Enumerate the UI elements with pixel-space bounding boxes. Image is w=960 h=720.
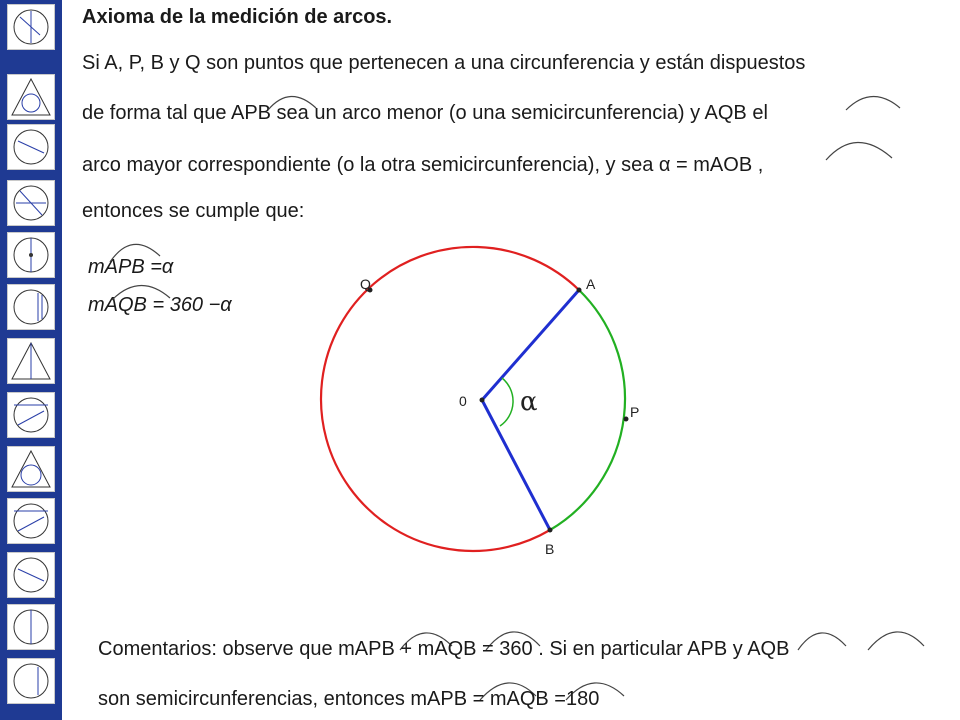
arc-mark-icon [868,632,924,650]
point-a [577,288,582,293]
paragraph-line-4: entonces se cumple que: [82,200,305,222]
label-p: P [630,404,640,420]
triangle-thumb-icon [8,339,54,383]
label-b: B [545,541,555,557]
paragraph-line-2: de forma tal que APB sea un arco menor (o una semicircunferencia) y AQB el [82,102,768,124]
circle-thumb-icon [8,5,54,49]
thumbnail-circle-10[interactable] [7,658,55,704]
circle-diagram [300,240,680,570]
paragraph-line-1: Si A, P, B y Q son puntos que pertenecen a una circunferencia y están dispuestos [82,52,806,74]
thumbnail-circle-5[interactable] [7,284,55,330]
comment-line-1: Comentarios: observe que mAPB + mAQB = 360 . Si en particular APB y AQB [98,638,790,660]
angle-arc [500,378,513,426]
circle-thumb-icon [8,605,54,649]
thumbnail-triangle-3[interactable] [7,446,55,492]
radius-ob [482,400,550,530]
arc-mark-icon [798,633,846,650]
thumbnail-circle-6[interactable] [7,392,55,438]
page-title: Axioma de la medición de arcos. [82,6,393,28]
formula-maqb: mAQB = 360 −α [88,294,232,316]
arc-mark-icon [846,96,900,110]
formula-mapb: mAPB =α [88,256,174,278]
label-alpha: α [520,387,538,417]
thumbnail-triangle-2[interactable] [7,338,55,384]
label-o: 0 [459,393,467,409]
major-arc-aqb [321,247,579,551]
thumbnail-circle-4[interactable] [7,232,55,278]
thumbnail-triangle-1[interactable] [7,74,55,120]
radius-oa [482,290,579,400]
minor-arc-apb [550,290,625,530]
circle-thumb-icon [8,125,54,169]
thumbnail-circle-9[interactable] [7,604,55,650]
circle-thumb-icon [8,233,54,277]
label-q: Q [360,276,371,292]
circle-thumb-icon [8,499,54,543]
triangle-thumb-icon [8,75,54,119]
comment-line-2: son semicircunferencias, entonces mAPB = mAQB =180 [98,688,600,710]
point-o [480,398,485,403]
triangle-thumb-icon [8,447,54,491]
label-a: A [586,276,596,292]
point-b [548,528,553,533]
sidebar-nav [0,0,62,720]
circle-thumb-icon [8,659,54,703]
thumbnail-circle-1[interactable] [7,4,55,50]
paragraph-line-3: arco mayor correspondiente (o la otra semicircunferencia), y sea α = mAOB , [82,154,764,176]
point-p [624,417,629,422]
circle-thumb-icon [8,393,54,437]
circle-thumb-icon [8,285,54,329]
thumbnail-circle-2[interactable] [7,124,55,170]
arc-mark-icon [826,142,892,160]
thumbnail-circle-8[interactable] [7,552,55,598]
circle-thumb-icon [8,553,54,597]
thumbnail-circle-3[interactable] [7,180,55,226]
thumbnail-circle-7[interactable] [7,498,55,544]
circle-thumb-icon [8,181,54,225]
